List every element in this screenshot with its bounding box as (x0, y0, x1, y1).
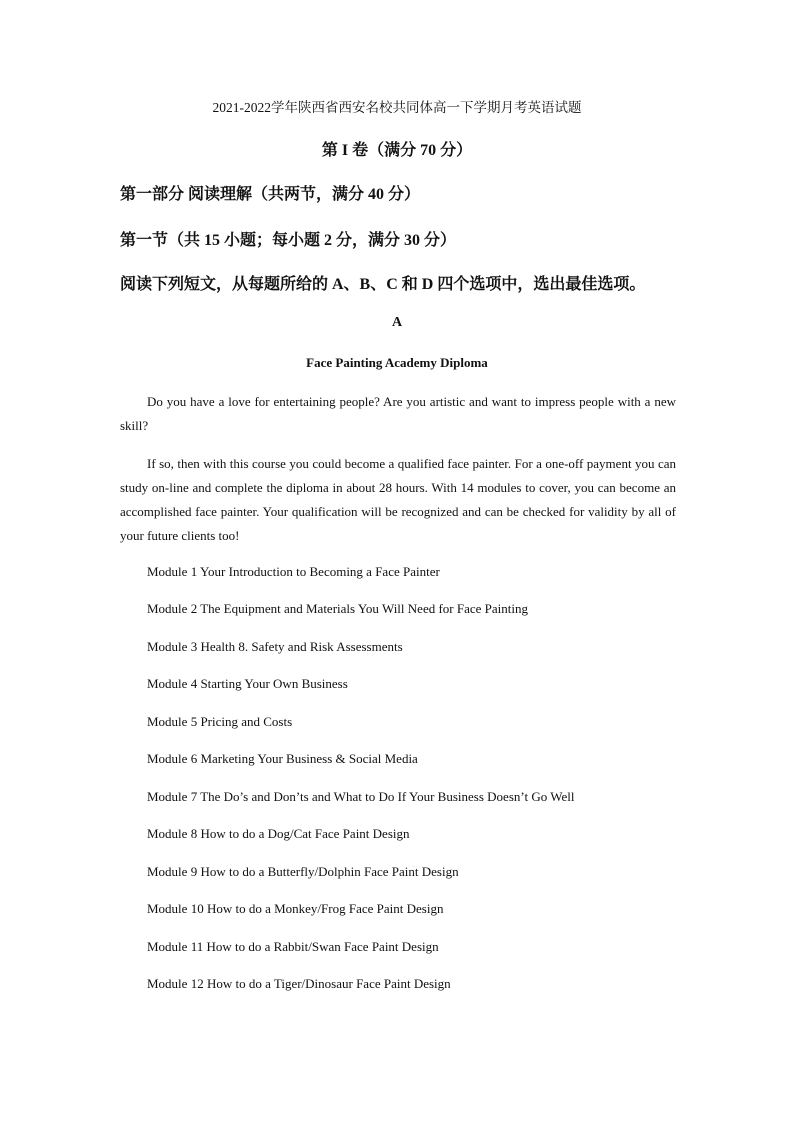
module-item: Module 5 Pricing and Costs (147, 714, 293, 729)
module-item: Module 6 Marketing Your Business & Social Media (147, 751, 418, 766)
module-item: Module 8 How to do a Dog/Cat Face Paint Design (147, 826, 410, 841)
module-item: Module 7 The Do’s and Don’ts and What to Do If Your Business Doesn’t Go Well (147, 789, 575, 804)
module-item: Module 9 How to do a Butterfly/Dolphin Face Paint Design (147, 864, 459, 879)
module-item: Module 12 How to do a Tiger/Dinosaur Face Paint Design (147, 976, 451, 991)
module-item: Module 11 How to do a Rabbit/Swan Face Paint Design (147, 939, 439, 954)
volume-title: 第 I 卷（满分 70 分） (321, 142, 473, 159)
section-heading: 第一节（共 15 小题；每小题 2 分，满分 30 分） (120, 232, 457, 249)
passage-paragraph: If so, then with this course you could become a qualified face painter. For a one-off payment you can study on-line and complete the diploma in about 28 hours. With 14 modules to cover, you can become an accomplished face painter. Your qualification will be recognized and can be checked for validity by all of your future clients too! (120, 456, 676, 543)
passage-paragraph: Do you have a love for entertaining people? Are you artistic and want to impress people with a new skill? (120, 394, 676, 433)
module-item: Module 4 Starting Your Own Business (147, 676, 348, 691)
exam-title: 2021-2022学年陕西省西安名校共同体高一下学期月考英语试题 (212, 100, 582, 115)
module-item: Module 1 Your Introduction to Becoming a Face Painter (147, 564, 440, 579)
instruction-text: 阅读下列短文，从每题所给的 A、B、C 和 D 四个选项中，选出最佳选项。 (120, 276, 646, 293)
module-item: Module 2 The Equipment and Materials You Will Need for Face Painting (147, 601, 528, 616)
module-item: Module 10 How to do a Monkey/Frog Face Paint Design (147, 901, 444, 916)
passage-letter: A (391, 315, 403, 330)
part-heading: 第一部分 阅读理解（共两节，满分 40 分） (120, 186, 421, 203)
module-item: Module 3 Health 8. Safety and Risk Assessments (147, 639, 403, 654)
passage-title: Face Painting Academy Diploma (306, 355, 488, 370)
